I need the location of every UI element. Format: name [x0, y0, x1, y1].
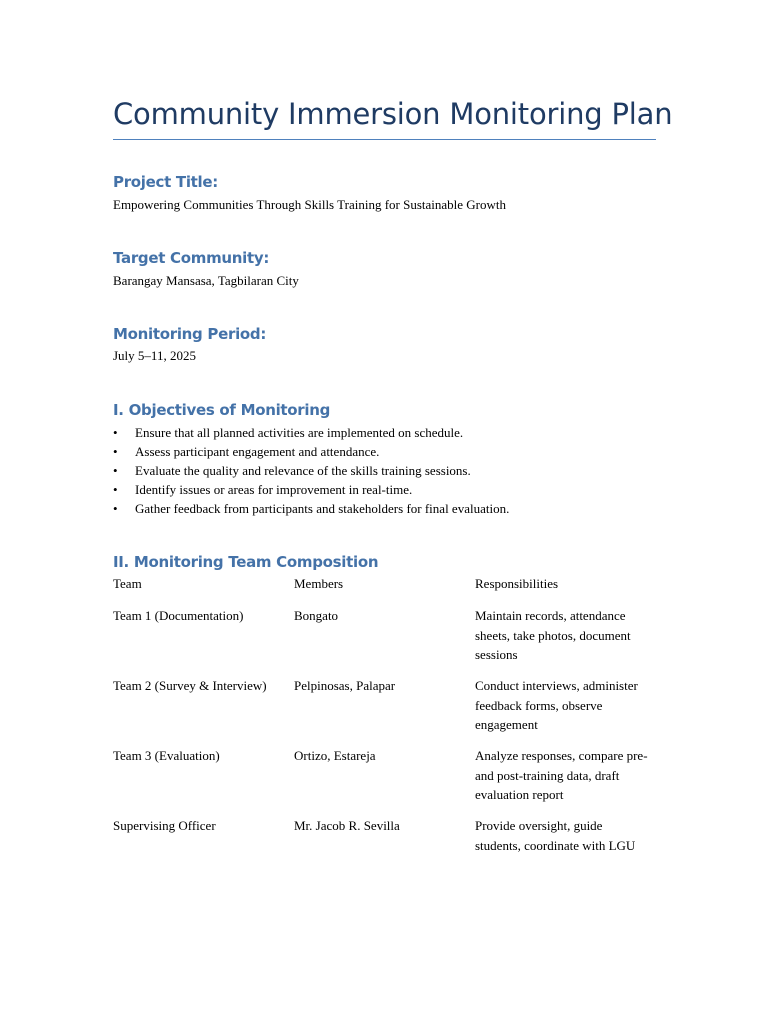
bullet-icon: •: [113, 501, 118, 516]
monitoring-period-heading: Monitoring Period:: [113, 325, 267, 343]
table-row: [113, 676, 656, 746]
list-item: • Ensure that all planned activities are implemented on schedule.: [113, 425, 464, 440]
monitoring-period-value: July 5–11, 2025: [113, 348, 196, 363]
team-cell: Supervising Officer: [113, 818, 216, 833]
column-header-members: Members: [294, 576, 344, 591]
team-cell: Team 2 (Survey & Interview): [113, 678, 267, 693]
table-header-row: [113, 574, 656, 606]
document-page: [113, 0, 673, 1024]
bullet-icon: •: [113, 444, 118, 459]
objectives-heading: I. Objectives of Monitoring: [113, 401, 331, 419]
column-header-responsibilities: Responsibilities: [475, 576, 559, 591]
target-community-heading: Target Community:: [113, 249, 270, 267]
objectives-list: [113, 423, 509, 518]
project-title-value: Empowering Communities Through Skills Training for Sustainable Growth: [113, 197, 507, 212]
bullet-icon: •: [113, 482, 118, 497]
document-title: Community Immersion Monitoring Plan: [113, 97, 673, 131]
table-row: [113, 816, 656, 886]
list-item: • Gather feedback from participants and stakeholders for final evaluation.: [113, 501, 510, 516]
responsibilities-cell: Analyze responses, compare pre- and post-training data, draft evaluation report: [475, 748, 648, 802]
members-cell: Ortizo, Estareja: [294, 748, 376, 763]
responsibilities-cell: Provide oversight, guide students, coordinate with LGU: [475, 818, 636, 853]
team-cell: Team 3 (Evaluation): [113, 748, 220, 763]
list-item: • Assess participant engagement and attendance.: [113, 444, 380, 459]
column-header-team: Team: [113, 576, 142, 591]
bullet-icon: •: [113, 425, 118, 440]
responsibilities-cell: Maintain records, attendance sheets, take photos, document sessions: [475, 608, 631, 662]
title-underline: [113, 139, 656, 140]
members-cell: Pelpinosas, Palapar: [294, 678, 396, 693]
team-table: [113, 574, 656, 886]
list-item: • Identify issues or areas for improvement in real-time.: [113, 482, 413, 497]
target-community-value: Barangay Mansasa, Tagbilaran City: [113, 273, 299, 288]
bullet-icon: •: [113, 463, 118, 478]
project-title-heading: Project Title:: [113, 173, 218, 191]
team-cell: Team 1 (Documentation): [113, 608, 244, 623]
list-item: • Evaluate the quality and relevance of the skills training sessions.: [113, 463, 471, 478]
members-cell: Bongato: [294, 608, 339, 623]
team-composition-heading: II. Monitoring Team Composition: [113, 553, 379, 571]
responsibilities-cell: Conduct interviews, administer feedback forms, observe engagement: [475, 678, 638, 732]
table-row: [113, 606, 656, 676]
members-cell: Mr. Jacob R. Sevilla: [294, 818, 400, 833]
table-row: [113, 746, 656, 816]
